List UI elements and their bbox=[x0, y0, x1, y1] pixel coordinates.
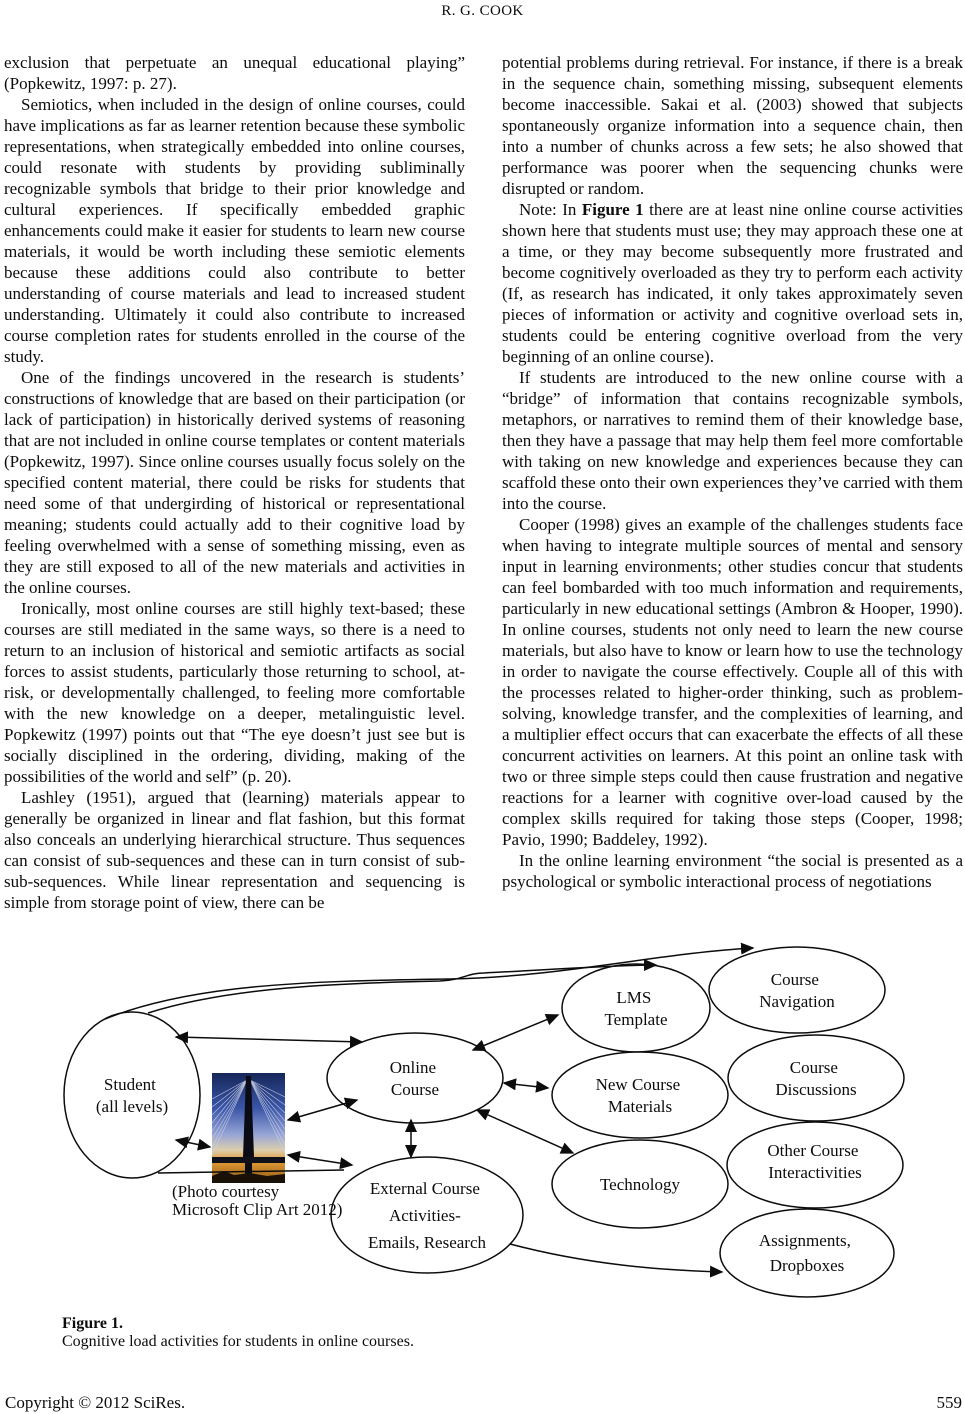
figure-caption bbox=[62, 1315, 414, 1351]
paragraph: Semiotics, when included in the design of online courses, could have implications as far as learner retention because these symbolic representations, when strategically embedded into online courses, could resonate with students by providing subliminally recognizable symbols that bridge to their prior knowledge and cultural experiences. If specifically embedded graphic enhancements could make it easier for students to learn new course materials, it would be worth including these semiotic elements because these additions could also contribute to better understanding of course materials and lead to increased student understanding. Ultimately it could also contribute to increased course completion rates for students enrolled in the course of the study. bbox=[4, 95, 465, 366]
page-number: 559 bbox=[936, 1393, 962, 1412]
figure-reference: Figure 1 bbox=[581, 200, 644, 219]
node-technology-label: Technology bbox=[599, 1175, 681, 1194]
arrow-photo-external-course bbox=[288, 1155, 352, 1165]
arrow-student-online-course bbox=[176, 1037, 362, 1042]
copyright-notice: Copyright © 2012 SciRes. bbox=[5, 1393, 186, 1412]
figure-caption-label: Figure 1. bbox=[62, 1315, 124, 1332]
node-assignments-dropboxes-label: Assignments, Dropboxes bbox=[758, 1231, 851, 1275]
node-course-navigation-label: Course Navigation bbox=[759, 970, 835, 1011]
arrow-online-course-new-course-materials bbox=[504, 1083, 548, 1088]
node-new-course-materials-label: New Course Materials bbox=[595, 1075, 681, 1116]
paragraph: Note: In Figure 1 there are at least nine online course activities shown here that students must use; they may approach these one at a time, or they may become subsequently more frustrated and become cognitively overloaded as they try to perform each activity (If, as research has indicated, it only takes approximately seven pieces of information or activity and cognitive overload sets in, students could be entering cognitive overload from the very beginning of an online course). bbox=[502, 200, 963, 366]
paragraph: exclusion that perpetuate an unequal educational playing” (Popkewitz, 1997: p. 27). bbox=[4, 53, 465, 93]
paragraph: Ironically, most online courses are still highly text-based; these courses are still mediated in the same ways, so there is a need to return to an inclusion of historical and semiotic artifacts as social forces to assist students, particularly those returning to school, at-risk, or developmentally challenged, to feeling more comfortable with the new knowledge on a deeper, metalinguistic level. Popkewitz (1997) points out that “The eye doesn’t just see but is socially disciplined in the ordering, dividing, making of the possibilities of the world and self” (p. 20). bbox=[4, 599, 465, 786]
page-footer bbox=[5, 1393, 962, 1413]
figure-caption-text: Cognitive load activities for students in online courses. bbox=[62, 1333, 414, 1350]
arrow-external-course-to-assignments bbox=[510, 1244, 722, 1272]
node-course-discussions-ellipse bbox=[728, 1035, 904, 1121]
column-left bbox=[4, 52, 465, 913]
node-online-course-ellipse bbox=[327, 1033, 503, 1123]
paragraph: One of the findings uncovered in the research is students’ constructions of knowledge that are based on their participation (or lack of participation) in historically derived systems of reasoning that are not included in online course templates or content materials (Popkewitz, 1997). Since online courses usually focus solely on the specified content material, there could be risks for students that need some of that undergirding of historical or representational meaning; students could actually add to their cognitive load by feeling overwhelmed with a sense of something missing, even as they are still exposed to all of the new materials and activities in the online courses. bbox=[4, 368, 465, 597]
column-right bbox=[502, 52, 963, 913]
node-online-course-label: Online Course bbox=[389, 1058, 440, 1099]
photo-caption: (Photo courtesy Microsoft Clip Art 2012) bbox=[172, 1182, 343, 1219]
arrow-photo-online-course bbox=[288, 1100, 357, 1120]
node-assignments-dropboxes-ellipse bbox=[720, 1209, 894, 1297]
node-new-course-materials-ellipse bbox=[552, 1052, 728, 1138]
paragraph: Cooper (1998) gives an example of the challenges students face when having to integrate multiple sources of mental and sensory input in learning environments; other studies concur that students can feel bombarded with too much information and requirements, particularly in new educational settings (Ambron & Hooper, 1990). In online courses, students not only need to learn the new course materials, but also have to know or learn how to use the technology in order to navigate the course effectively. Couple all of this with the processes related to higher-order thinking, such as problem-solving, knowledge transfer, and the complexities of learning, and a multiplier effect occurs that can exacerbate the effects of all these concurrent activities on learners. At this point an online task with two or three simple steps could then cause frustration and negative reactions for a learner with cognitive over-load caused by the complex skills required for taking those steps (Cooper, 1998; Pavio, 1990; Baddeley, 1992). bbox=[502, 515, 963, 849]
node-lms-template-ellipse bbox=[562, 964, 710, 1052]
node-other-course-interactivities-label: Other Course Interactivities bbox=[767, 1141, 862, 1182]
bridge-deck-icon bbox=[212, 1157, 285, 1163]
node-student-label: Student (all levels) bbox=[95, 1075, 169, 1116]
figure-diagram bbox=[0, 935, 965, 1315]
node-lms-template-label: LMS Template bbox=[604, 988, 668, 1029]
paragraph: If students are introduced to the new online course with a “bridge” of information that contains recognizable symbols, metaphors, or narratives to remind them of their knowledge base, then they have a passage that may help them feel more comfortable with taking on new knowledge and experiences because they can scaffold these onto their own experiences they’ve carried with them into the course. bbox=[502, 368, 963, 513]
body-columns bbox=[4, 52, 963, 913]
arrow-online-course-technology bbox=[477, 1110, 573, 1153]
node-course-discussions-label: Course Discussions bbox=[775, 1058, 857, 1099]
paragraph: potential problems during retrieval. For instance, if there is a break in the sequence chain, something missing, subsequent elements become inaccessible. Sakai et al. (2003) showed that subjects spontaneously organize information into a sequence chain, then into a number of chunks across a few sets; he also showed that performance was poorer when the sequencing chunks were disrupted or random. bbox=[502, 53, 963, 198]
running-head: R. G. COOK bbox=[441, 3, 524, 19]
paragraph: In the online learning environment “the social is presented as a psychological or symbolic interactional process of negotiations bbox=[502, 851, 963, 891]
figure-1 bbox=[0, 935, 965, 1315]
paragraph: Lashley (1951), argued that (learning) materials appear to generally be organized in linear and flat fashion, but this format also conceals an underlying hierarchical structure. Thus sequences can consist of sub-sequences and these can in turn consist of sub-sub-sequences. While linear representation and sequencing is simple from storage point of view, there can be bbox=[4, 788, 465, 912]
node-course-navigation-ellipse bbox=[709, 947, 885, 1033]
arrow-online-course-lms-template bbox=[473, 1015, 558, 1050]
node-external-course-activities-label: External Course Activities- Emails, Research bbox=[367, 1179, 487, 1252]
bridge-photo bbox=[212, 1073, 285, 1183]
